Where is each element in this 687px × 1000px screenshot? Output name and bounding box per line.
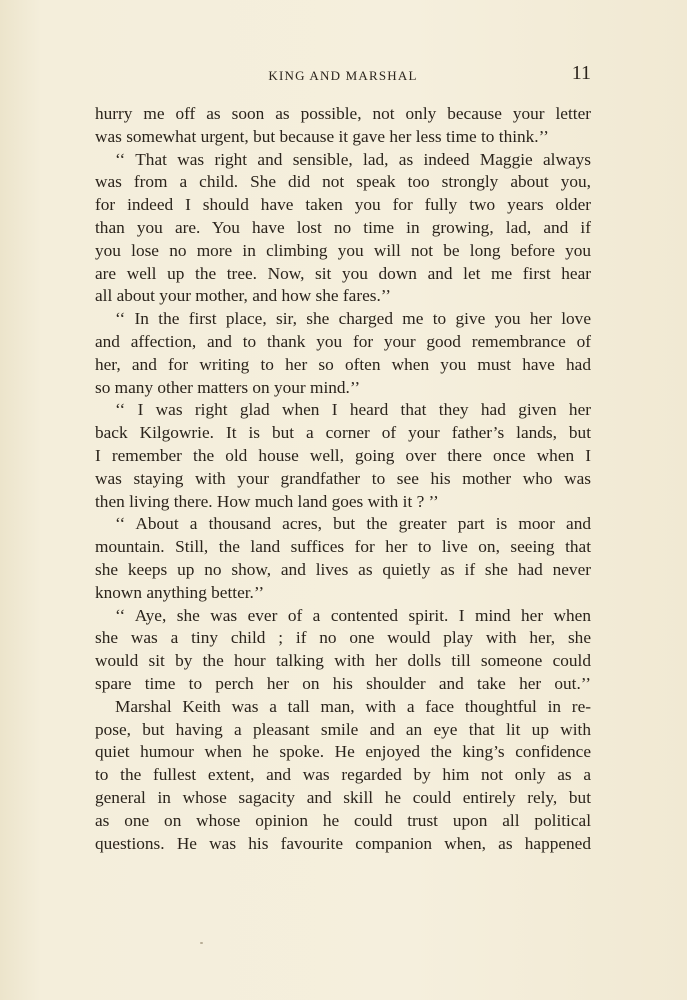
- text-line: hurry me off as soon as possible, not only because your letter: [95, 104, 591, 123]
- text-line: she keeps up no show, and lives as quietly as if she had never: [95, 559, 591, 579]
- page-header: [95, 62, 591, 88]
- text-line: pose, but having a pleasant smile and an eye that lit up with: [95, 719, 591, 739]
- text-line: you lose no more in climbing you will not be long before you: [95, 240, 591, 260]
- text-line: spare time to perch her on his shoulder and take her out.’’: [95, 673, 591, 693]
- text-line: was staying with your grandfather to see his mother who was: [95, 468, 591, 488]
- text-line: known anything better.’’: [95, 582, 265, 602]
- text-line: and affection, and to thank you for your good remembrance of: [95, 331, 591, 351]
- text-line: I remember the old house well, going over there once when I: [95, 445, 591, 465]
- text-line: than you are. You have lost no time in growing, lad, and if: [95, 217, 591, 237]
- text-line: mountain. Still, the land suffices for her to live on, seeing that: [95, 537, 591, 557]
- body-text: [95, 103, 591, 855]
- text-line: for indeed I should have taken you for fully two years older: [95, 195, 591, 215]
- text-line: to the fullest extent, and was regarded by him not only as a: [95, 765, 591, 785]
- text-line: ‘‘ In the first place, sir, she charged me to give you her love: [115, 309, 591, 329]
- text-line: all about your mother, and how she fares.’’: [95, 286, 392, 306]
- paper-speck: [200, 942, 203, 944]
- text-line: ‘‘ Aye, she was ever of a contented spirit. I mind her when: [115, 605, 591, 625]
- text-line: general in whose sagacity and skill he could entirely rely, but: [95, 787, 591, 807]
- text-line: back Kilgowrie. It is but a corner of your father’s lands, but: [95, 423, 591, 443]
- page-number: 11: [571, 62, 591, 84]
- text-line: Marshal Keith was a tall man, with a face thoughtful in re-: [115, 696, 591, 716]
- text-line: was somewhat urgent, but because it gave her less time to think.’’: [95, 126, 549, 146]
- text-line: questions. He was his favourite companion when, as happened: [95, 833, 591, 853]
- text-line: ‘‘ I was right glad when I heard that they had given her: [115, 400, 591, 420]
- text-line: as one on whose opinion he could trust upon all political: [95, 810, 591, 830]
- text-line: then living there. How much land goes with it ? ’’: [95, 491, 439, 511]
- running-head: KING AND MARSHAL: [268, 68, 418, 83]
- text-line: quiet humour when he spoke. He enjoyed the king’s confidence: [95, 742, 591, 762]
- text-line: was from a child. She did not speak too strongly about you,: [95, 172, 591, 192]
- text-line: would sit by the hour talking with her dolls till someone could: [95, 651, 591, 671]
- text-line: so many other matters on your mind.’’: [95, 377, 361, 397]
- text-line: are well up the tree. Now, sit you down and let me first hear: [95, 263, 591, 283]
- text-line: ‘‘ About a thousand acres, but the greater part is moor and: [115, 514, 591, 534]
- text-line: her, and for writing to her so often when you must have had: [95, 354, 591, 374]
- text-line: she was a tiny child ; if no one would play with her, she: [95, 628, 591, 648]
- text-line: ‘‘ That was right and sensible, lad, as indeed Maggie always: [115, 149, 591, 169]
